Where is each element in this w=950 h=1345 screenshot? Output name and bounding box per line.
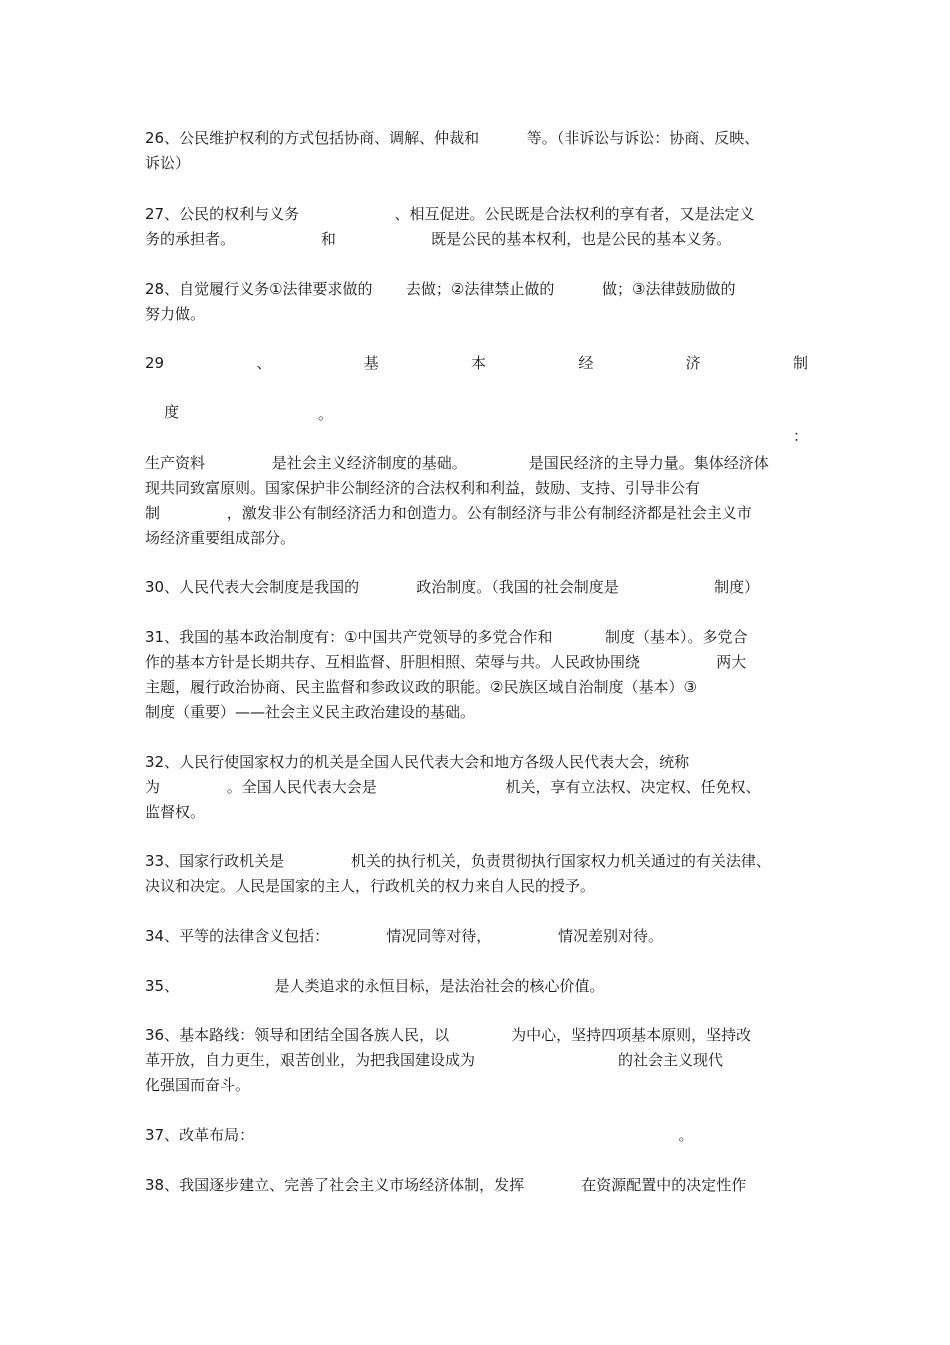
q38-line-1: 38、我国逐步建立、完善了社会主义市场经济体制，发挥 在资源配置中的决定性作 [145,1176,747,1194]
q29-line-3: 。 [318,405,334,423]
q36-line-3: 化强国而奋斗。 [145,1076,251,1094]
q29-token: 制 [792,354,808,372]
q36-line-2: 革开放，自力更生，艰苦创业，为把我国建设成为 的社会主义现代 [145,1051,724,1069]
q27-line-2: 务的承担者。 和 既是公民的基本权利，也是公民的基本义务。 [145,230,732,248]
q36-line-1: 36、基本路线：领导和团结全国各族人民，以 为中心，坚持四项基本原则，坚持改 [145,1026,752,1044]
q29-line-1 [145,351,808,375]
q29-token: 29 [145,354,165,372]
q27-line-1: 27、公民的权利与义务 、相互促进。公民既是合法权利的享有者，又是法定义 [145,205,755,223]
q29b-line-4: 场经济重要组成部分。 [145,529,296,547]
q29b-line-1: 生产资料 是社会主义经济制度的基础。 是国民经济的主导力量。集体经济体 [145,454,769,472]
q32-line-2: 为 。全国人民代表大会是 机关，享有立法权、决定权、任免权、 [145,778,761,796]
q29-token: 基 [363,354,379,372]
q29-token: 、 [256,354,272,372]
q33-line-2: 决议和决定。人民是国家的主人，行政机关的权力来自人民的授予。 [145,877,596,895]
q35-line-1: 35、 是人类追求的永恒目标，是法治社会的核心价值。 [145,977,605,995]
q29b-line-3: 制 ，激发非公有制经济活力和创造力。公有制经济与非公有制经济都是社会主义市 [145,504,752,522]
q32-line-1: 32、人民行使国家权力的机关是全国人民代表大会和地方各级人民代表大会，统称 [145,753,690,771]
q29-token: 本 [471,354,487,372]
q37-line-1: 37、改革布局： 。 [145,1126,694,1144]
q31-line-3: 主题，履行政治协商、民主监督和参政议政的职能。②民族区域自治制度（基本）③ [145,678,697,696]
q29-token: 经 [578,354,594,372]
q33-line-1: 33、国家行政机关是 机关的执行机关，负责贯彻执行国家权力机关通过的有关法律、 [145,852,771,870]
q34-line-1: 34、平等的法律含义包括： 情况同等对待， 情况差别对待。 [145,927,664,945]
q29-token: 济 [685,354,701,372]
q31-line-4: 制度（重要）——社会主义民主政治建设的基础。 [145,703,476,721]
q26-line-1: 26、公民维护权利的方式包括协商、调解、仲裁和 等。（非诉讼与诉讼：协商、反映、 [145,129,760,147]
q28-line-1: 28、自觉履行义务①法律要求做的 去做；②法律禁止做的 做；③法律鼓励做的 [145,280,736,298]
q30-line-1: 30、人民代表大会制度是我国的 政治制度。（我国的社会制度是 制度） [145,578,760,596]
q26-line-2: 诉讼） [145,154,191,172]
q29b-line-2: 现共同致富原则。国家保护非公制经济的合法权利和利益，鼓励、支持、引导非公有 [145,479,701,497]
q29-line-2-right: ： [792,427,808,445]
q28-line-2: 努力做。 [145,305,206,323]
q29-line-2 [145,376,808,445]
q29-line-2-left: 度 [164,403,180,421]
q31-line-2: 作的基本方针是长期共存、互相监督、肝胆相照、荣辱与共。人民政协围绕 两大 [145,653,747,671]
q31-line-1: 31、我国的基本政治制度有：①中国共产党领导的多党合作和 制度（基本）。多党合 [145,628,748,646]
q32-line-3: 监督权。 [145,803,206,821]
